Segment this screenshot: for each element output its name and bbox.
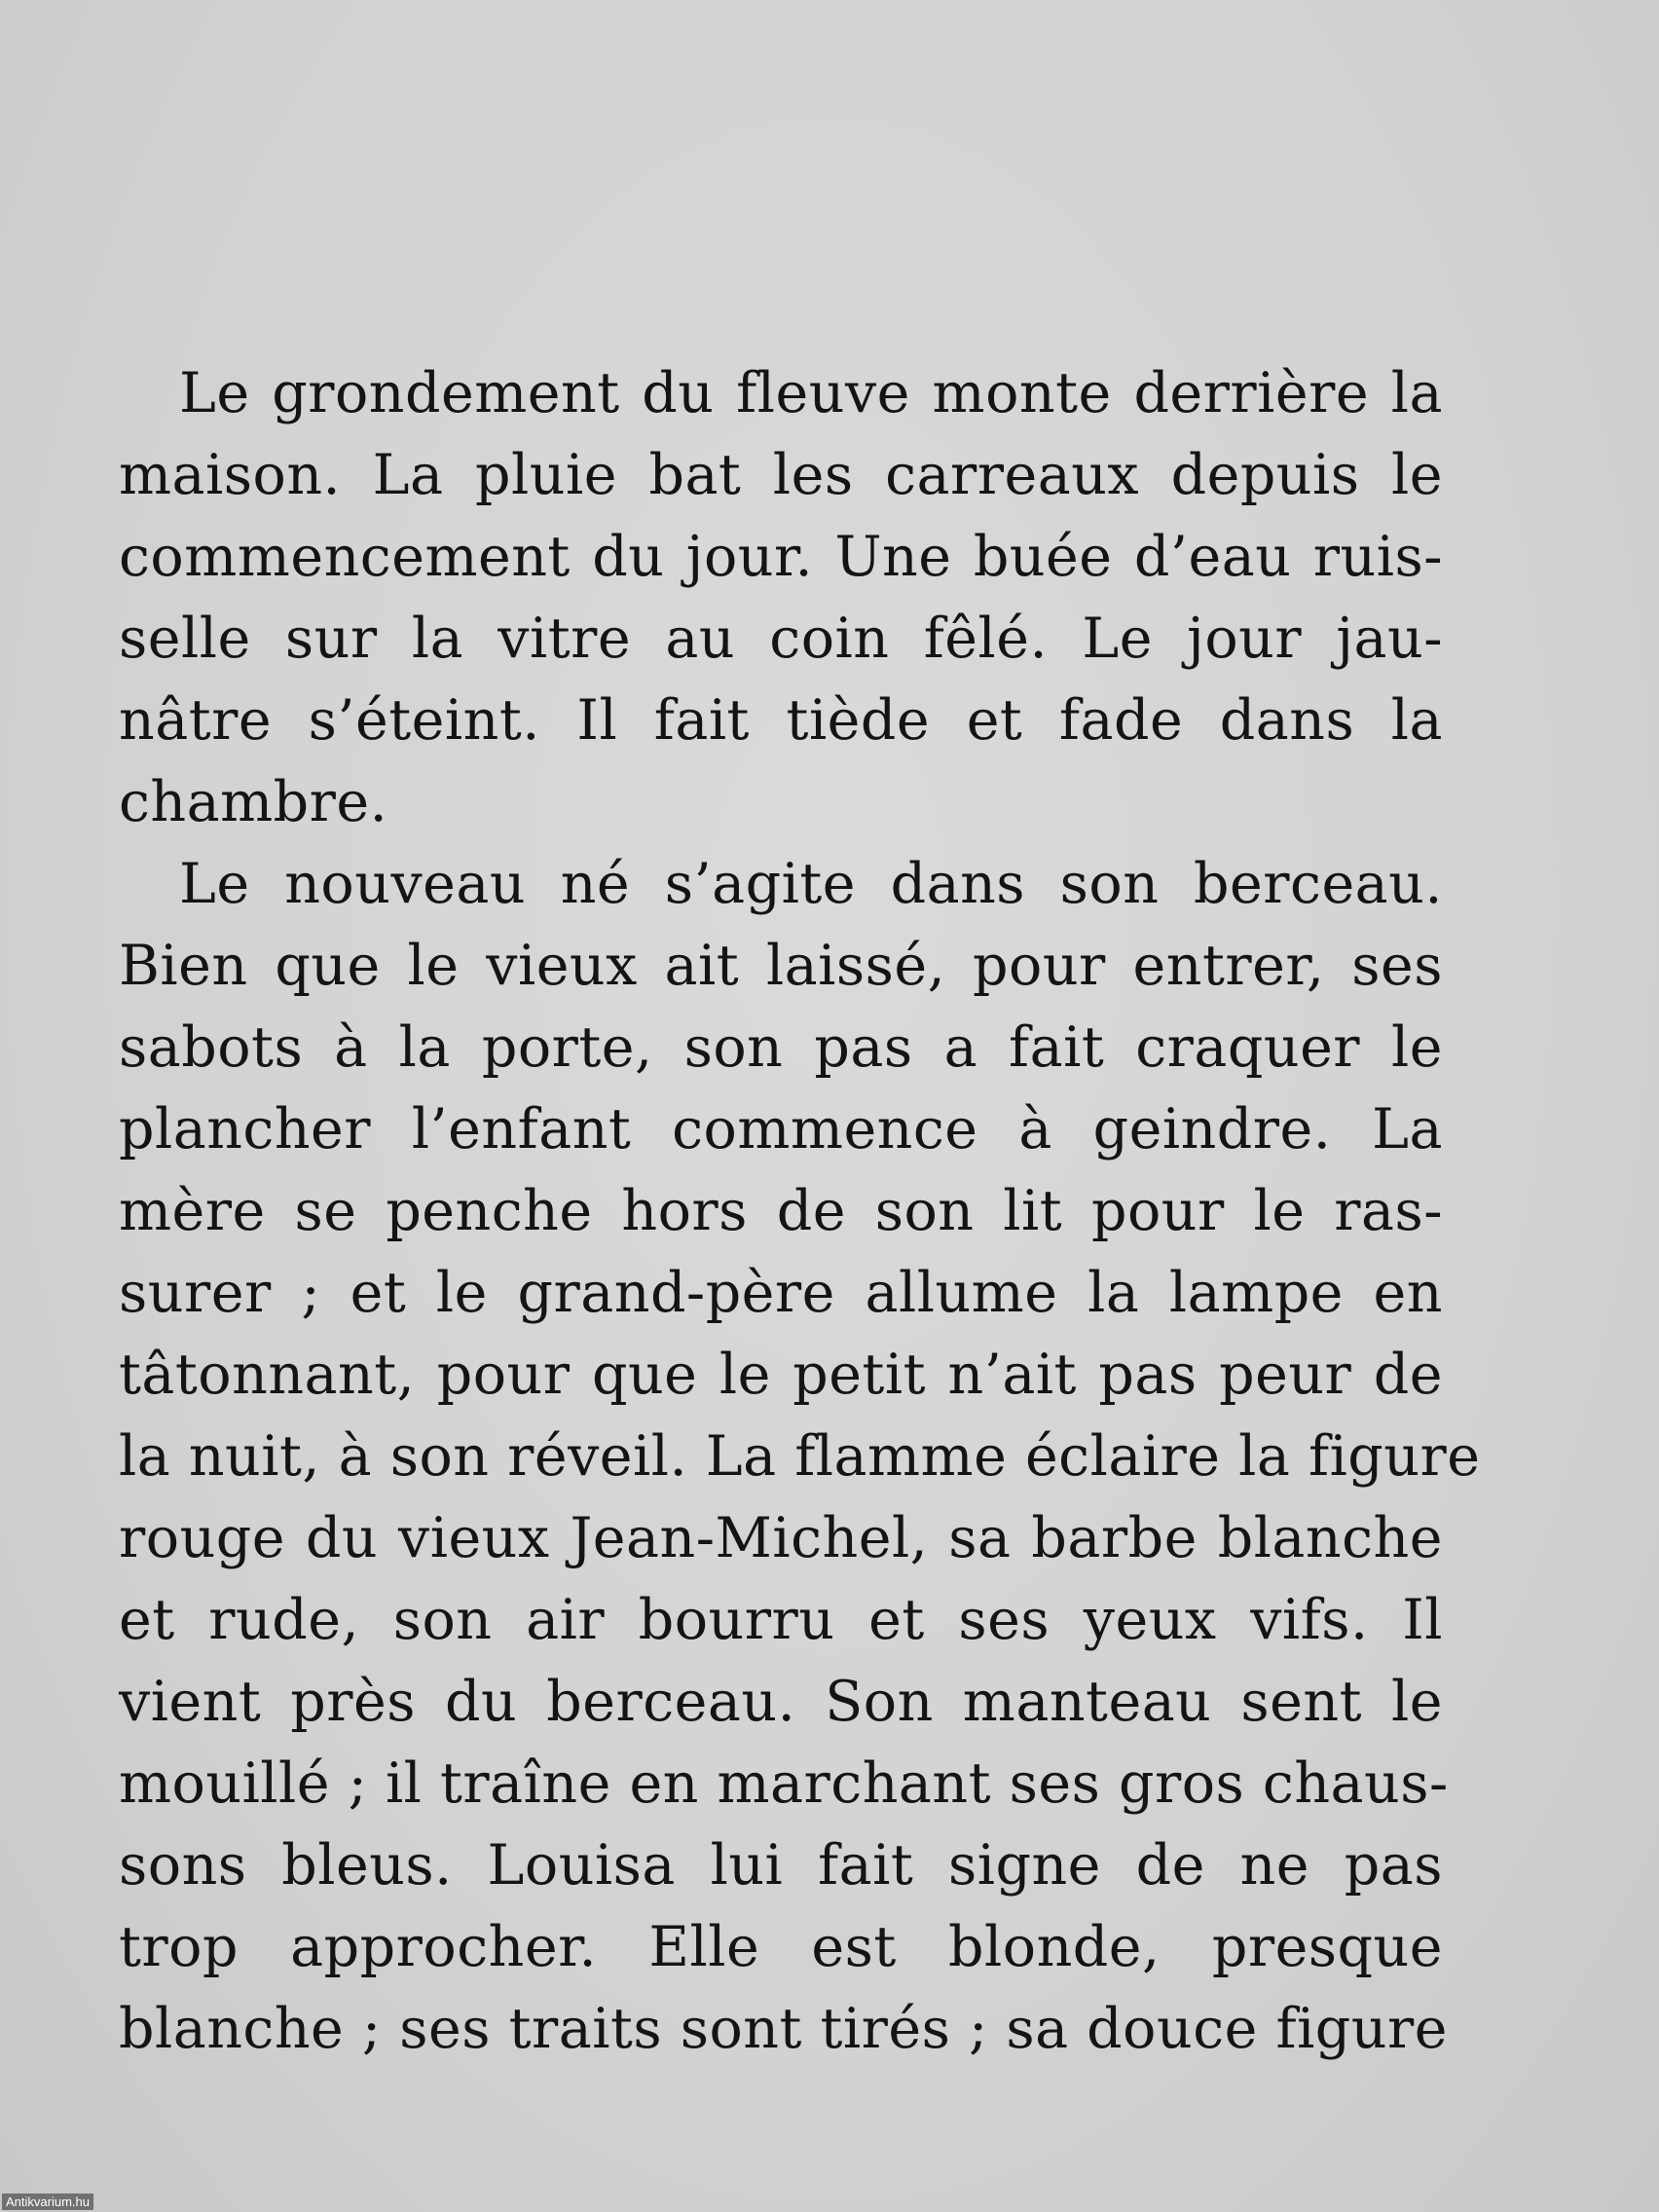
text-line: rouge du vieux Jean-Michel, sa barbe blanche xyxy=(119,1506,1443,1570)
text-line: sons bleus. Louisa lui fait signe de ne pas xyxy=(119,1833,1443,1898)
text-line: trop approcher. Elle est blonde, presque xyxy=(119,1915,1443,1979)
text-line: surer ; et le grand-père allume la lampe en xyxy=(119,1261,1443,1325)
text-line: la nuit, à son réveil. La flamme éclaire la figure xyxy=(119,1424,1481,1489)
text-line: mère se penche hors de son lit pour le ras- xyxy=(119,1179,1443,1243)
text-line: commencement du jour. Une buée d’eau ruis- xyxy=(119,525,1443,589)
text-line: sabots à la porte, son pas a fait craquer le xyxy=(119,1015,1443,1080)
text-line: maison. La pluie bat les carreaux depuis le xyxy=(119,443,1443,507)
text-line: chambre. xyxy=(119,770,388,834)
text-line: mouillé ; il traîne en marchant ses gros chaus- xyxy=(119,1751,1449,1816)
text-line: tâtonnant, pour que le petit n’ait pas peur de xyxy=(119,1343,1443,1407)
body-text xyxy=(119,352,1481,2070)
text-line: vient près du berceau. Son manteau sent le xyxy=(119,1670,1443,1734)
text-line: plancher l’enfant commence à geindre. La xyxy=(119,1097,1443,1161)
text-line: Bien que le vieux ait laissé, pour entrer, ses xyxy=(119,934,1443,998)
text-line: blanche ; ses traits sont tirés ; sa douce figure xyxy=(119,1997,1448,2061)
watermark: Antikvarium.hu xyxy=(2,2194,93,2210)
text-line: et rude, son air bourru et ses yeux vifs. Il xyxy=(119,1588,1443,1652)
text-line: selle sur la vitre au coin fêlé. Le jour jau- xyxy=(119,607,1443,671)
text-line: Le grondement du fleuve monte derrière la xyxy=(179,361,1443,425)
text-line: Le nouveau né s’agite dans son berceau. xyxy=(179,852,1443,916)
text-line: nâtre s’éteint. Il fait tiède et fade dans la xyxy=(119,688,1443,753)
